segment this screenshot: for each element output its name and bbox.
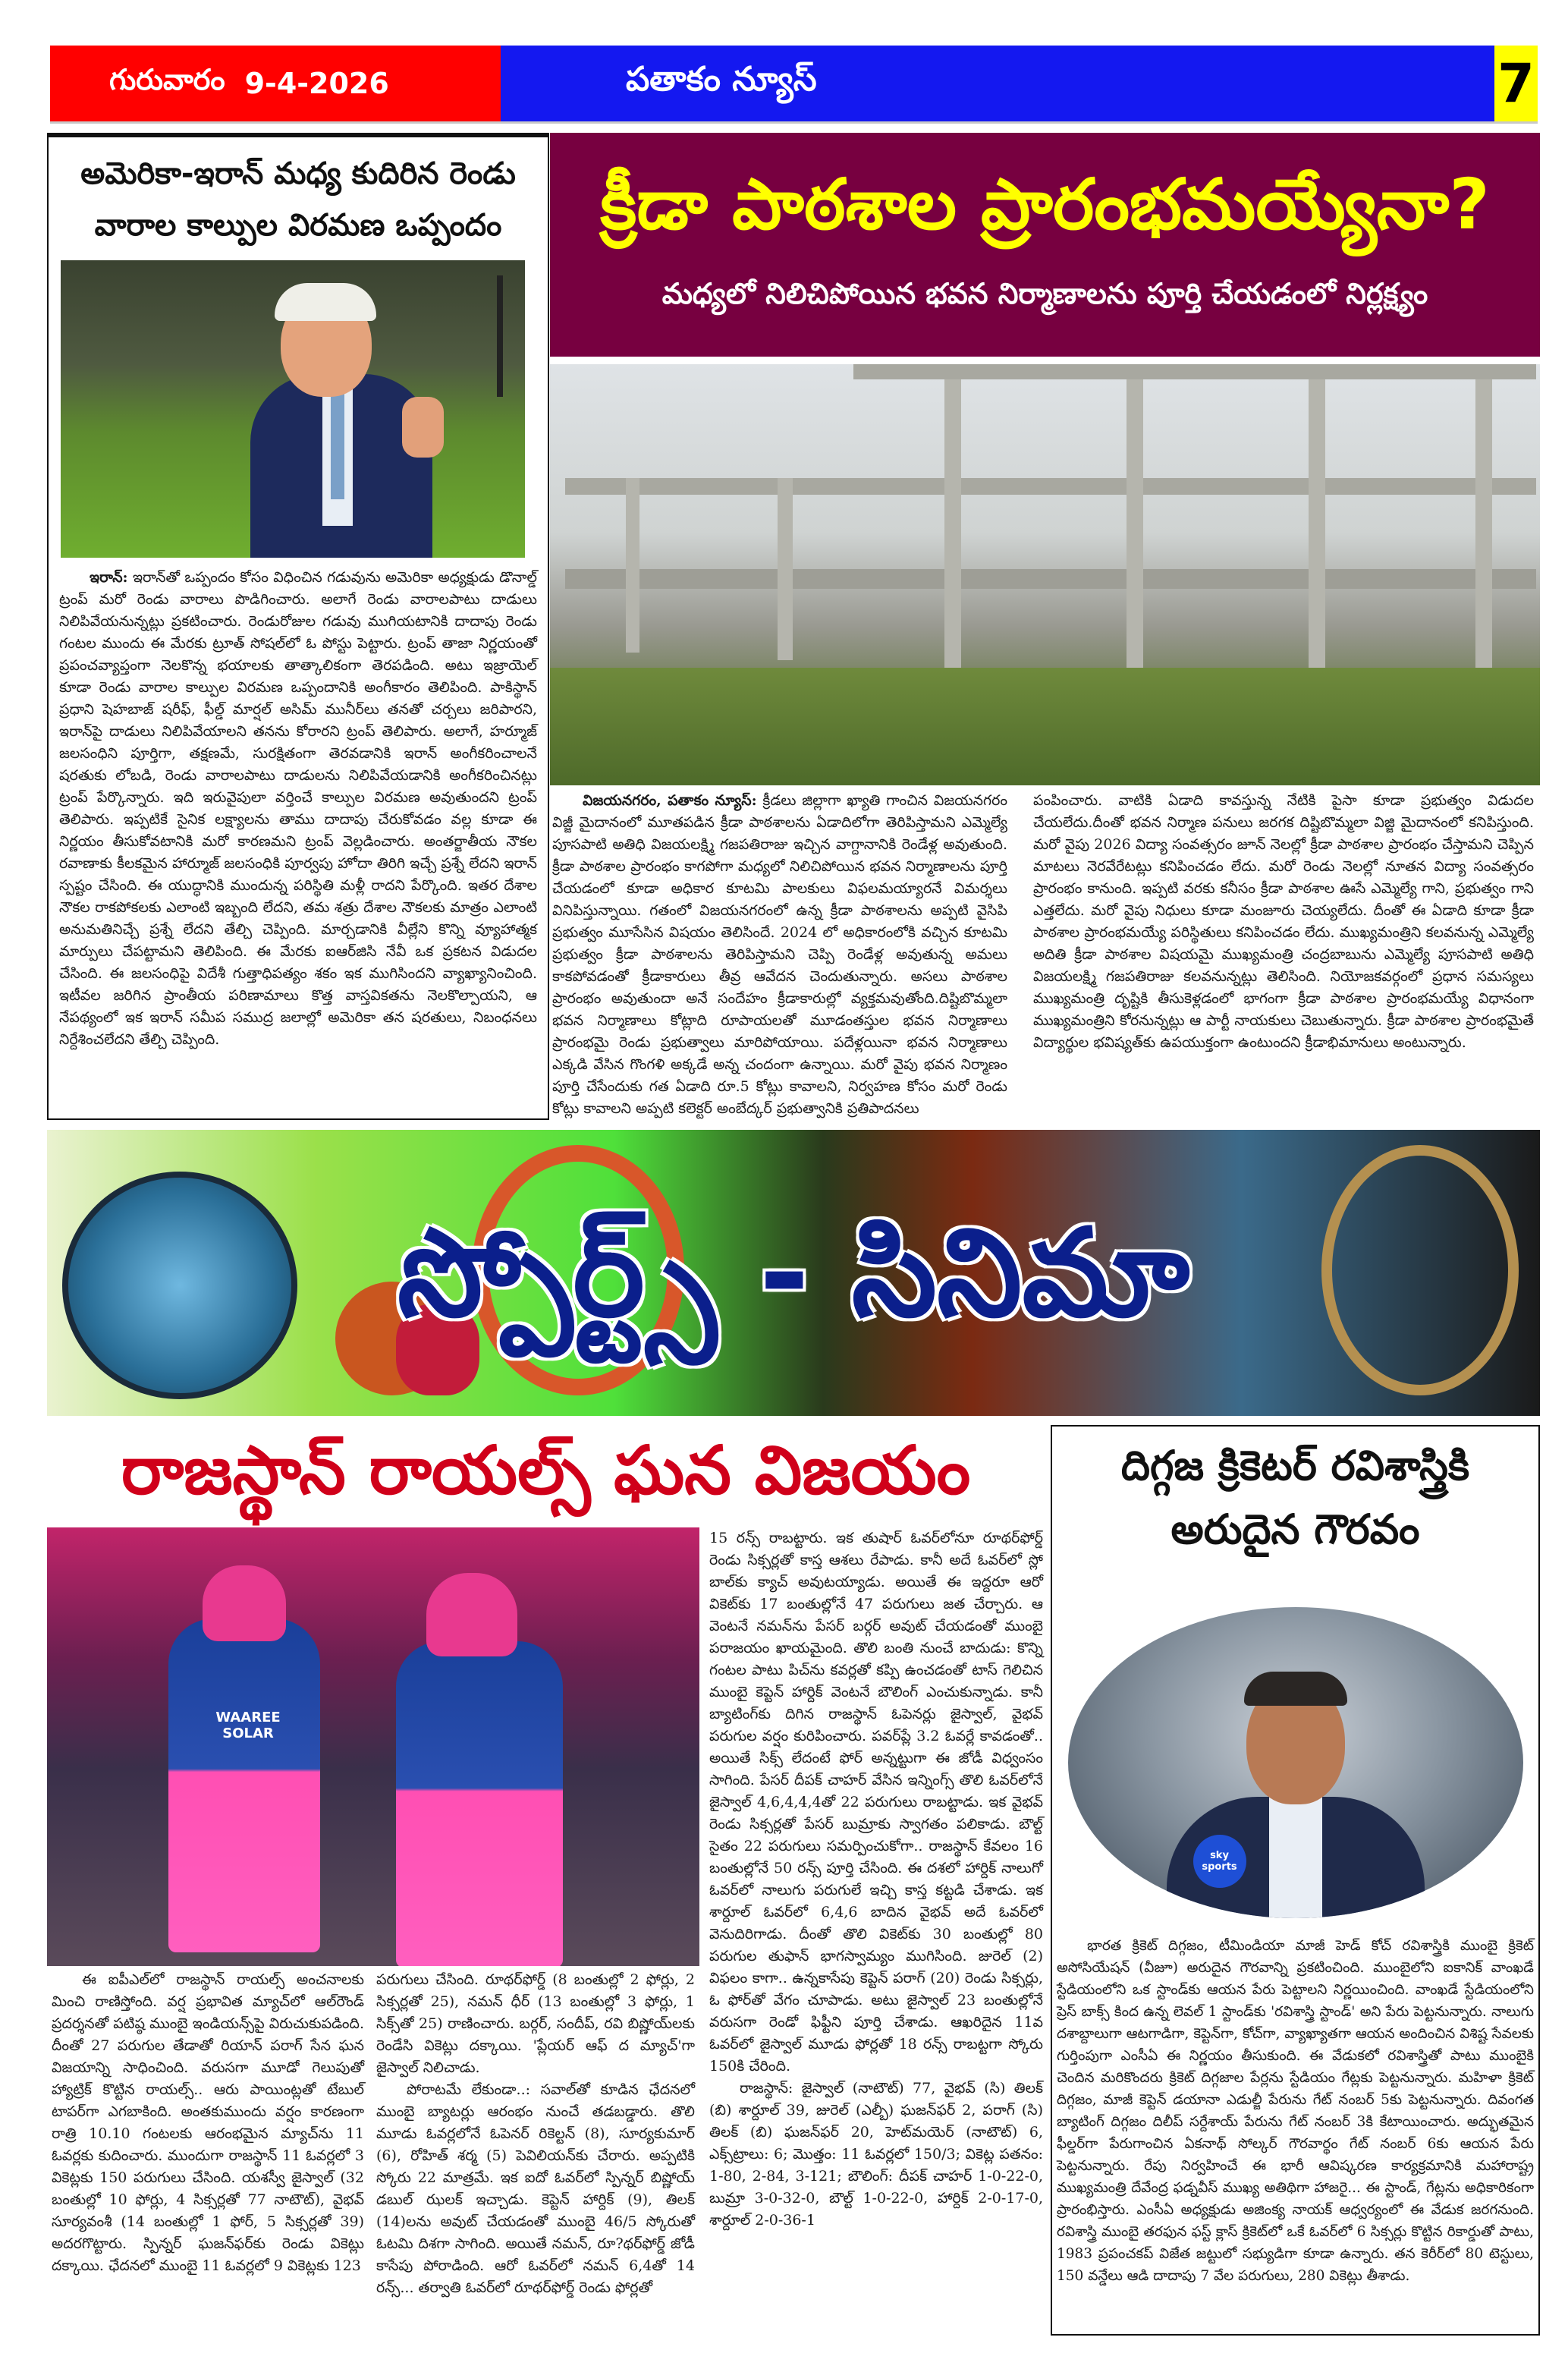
player-left [168,1618,320,1952]
rajasthan-players-photo [47,1527,699,1966]
date-banner [50,46,501,121]
building-slab [565,569,1536,589]
building-column [944,379,961,668]
microphone-icon [1193,1835,1246,1888]
school-article-columns [550,790,1540,1120]
shastri-headline-line2: అరుదైన గౌరవం [1171,1505,1420,1553]
ipl-story-body [47,1527,1045,2299]
ipl-body-col3-p1: 15 రన్స్ రాబట్టారు. ఇక తుషార్ ఓవర్‌లోనూ రూథర్‌ఫోర్డ్ రెండు సిక్సర్లతో కాస్త ఆశలు రేపాడు. కానీ అదే ఓవర్‌లో స్లో బాల్‌కు క్యాచ్ అవుటయ్యాడు. అయితే ఈ ఇద్దరూ ఆరో వికెట్‌కు 17 బంతుల్లోనే 47 పరుగులు జత చేర్చారు. ఆ వెంటనే నమన్‌ను పేసర్ బర్గర్ అవుట్ చేయడంతో ముంబై పరాజయం ఖాయమైంది. తొలి బంతి నుంచే బాదుడు: కొన్ని గంటల పాటు పిచ్‌ను కవర్లతో కప్పి ఉంచడంతో టాస్ గెలిచిన ముంబై కెప్టెన్ హార్దిక్ వెంటనే బౌలింగ్ ఎంచుకున్నాడు. కానీ బ్యాటింగ్‌కు దిగిన రాజస్థాన్ ఓపెనర్లు జైస్వాల్, వైభవ్ పరుగుల వర్షం కురిపించారు. పవర్‌ప్లే 3.2 ఓవర్లే కావడంతో.. అయితే సిక్స్ లేదంటే ఫోర్ అన్నట్టుగా ఈ జోడీ విధ్వంసం సాగింది. పేసర్ దీపక్ చాహర్ వేసిన ఇన్నింగ్స్ తొలి ఓవర్‌లోనే జైస్వాల్ 4,6,4,4,4తో 22 పరుగులు రాబట్టాడు. ఇక వైభవ్ రెండు సిక్సర్లతో పేసర్ బుమ్రాకు స్వాగతం పలికాడు. బౌల్ట్ సైతం 22 పరుగులు సమర్పించుకోగా.. రాజస్థాన్ కేవలం 16 బంతుల్లోనే 50 రన్స్ పూర్తి చేసింది. ఈ దశలో హార్దిక్ నాలుగో ఓవర్‌లో నాలుగు పరుగులే ఇచ్చి కాస్త కట్టడి చేశాడు. ఇక శార్దూల్ ఓవర్‌లో 6,4,6 బాదిన వైభవ్ అదే ఓవర్‌లో వెనుదిరిగాడు. దీంతో తొలి వికెట్‌కు 30 బంతుల్లో 80 పరుగుల తుఫాన్ భాగస్వామ్యం ముగిసింది. జురెల్ (2) విఫలం కాగా.. ఉన్నకాసేపు కెప్టెన్ పరాగ్ (20) రెండు సిక్సర్లు, ఓ ఫోర్‌తో వేగం చూపాడు. అటు జైస్వాల్ 23 బంతుల్లోనే వరుసగా రెండో ఫిఫ్టీని పూర్తి చేశాడు. ఆఖరిదైన 11వ ఓవర్‌లో జైస్వాల్ మూడు ఫోర్లతో 18 రన్స్ రాబట్టగా స్కోరు 150కి చేరింది. [709,1530,1043,2075]
school-body-col2: పంపించారు. వాటికి ఏడాది కావస్తున్న నేటికి పైసా కూడా ప్రభుత్వం విడుదల చేయలేదు.దీంతో భవన నిర్మాణ పనులు జరగక దిష్టిబొమ్మలా విజ్జి మైదానంలో కనిపిస్తుంది. మరో వైపు 2026 విద్యా సంవత్సరం జూన్ నెలల్లో క్రీడా పాఠశాల ప్రారంభం చేస్తామని చెప్పిన మాటలు నెరవేరేటట్లు కనిపించడం లేదు. మరో రెండు నెలల్లో నూతన విద్యా సంవత్సరం ప్రారంభం కానుంది. ఇప్పటి వరకు కనీసం క్రీడా పాఠశాల ఊసే ఎమ్మెల్యే గాని, ప్రభుత్వం గాని ఎత్తలేదు. మరో వైపు నిధులు కూడా మంజూరు చెయ్యలేదు. దీంతో ఈ ఏడాది కూడా క్రీడా పాఠశాల ప్రారంభమయ్యే పరిస్థితులు కనిపించడం లేదు. ముఖ్యమంత్రిని కలవనున్న ఎమ్మెల్యే అదితి క్రీడా పాఠశాల విషయమై ముఖ్యమంత్రి చంద్రబాబును ఎమ్మెల్యే పూసపాటి అతిధి విజయలక్ష్మి గజపతిరాజు కలవనున్నట్లు తెలిసింది. నియోజకవర్గంలో ప్రధాన సమస్యలు ముఖ్యమంత్రి దృష్టికి తీసుకెళ్లడంలో భాగంగా క్రీడా పాఠశాల ప్రారంభమయ్యే విధానంగా ముఖ్యమంత్రిని కోరనున్నట్లు ఆ పార్టీ నాయకులు చెబుతున్నారు. క్రీడా పాఠశాల ప్రారంభమైతే విద్యార్థుల భవిష్యత్‌కు ఉపయుక్తంగా ఉంటుందని క్రీడాభిమానులు అంటున్నారు. [1033,792,1534,1051]
school-dateline: విజయనగరం, పతాకం న్యూస్: [583,792,757,809]
ipl-lower-columns [47,1969,699,2299]
helmet-left [203,1565,286,1641]
ipl-headline: రాజస్థాన్ రాయల్స్ ఘన విజయం [121,1431,971,1509]
player-right [396,1641,563,1966]
ravi-shastri-photo [1068,1607,1523,1918]
bottom-row [47,1425,1540,2336]
school-subheadline: మధ్యలో నిలిచిపోయిన భవన నిర్మాణాలను పూర్తి చేయడంలో నిర్లక్ష్యం [661,277,1428,310]
shastri-story-frame [1051,1425,1540,2336]
newspaper-name: పతాకం న్యూస్ [626,60,817,99]
iran-story-frame [47,133,549,1120]
ipl-body-col1: ఈ ఐపీఎల్‌లో రాజస్థాన్ రాయల్స్ అంచనాలకు మించి రాణిస్తోంది. వర్ష ప్రభావిత మ్యాచ్‌లో ఆల్‌రౌండ్ ప్రదర్శనతో పటిష్ఠ ముంబై ఇండియన్స్‌పై విరుచుకుపడింది. దీంతో 27 పరుగుల తేడాతో రియాన్ పరాగ్ సేన ఘన విజయాన్ని సాధించింది. వరుసగా మూడో గెలుపుతో హ్యాట్రిక్ కొట్టిన రాయల్స్.. ఆరు పాయింట్లతో టేబుల్ టాపర్‌గా ఎగబాకింది. అంతకుముందు వర్షం కారణంగా రాత్రి 10.10 గంటలకు ఆరంభమైన మ్యాచ్‌ను 11 ఓవర్లకు కుదించారు. ముందుగా రాజస్థాన్ 11 ఓవర్లలో 3 వికెట్లకు 150 పరుగులు చేసింది. యశస్వీ జైస్వాల్ (32 బంతుల్లో 10 ఫోర్లు, 4 సిక్సర్లతో 77 నాటౌట్), వైభవ్ సూర్యవంశీ (14 బంతుల్లో 1 ఫోర్, 5 సిక్సర్లతో 39) అదరగొట్టారు. స్పిన్నర్ ఘజన్‌ఫర్‌కు రెండు వికెట్లు దక్కాయి. ఛేదనలో ముంబై 11 ఓవర్లలో 9 వికెట్లకు 123 [52,1971,364,2274]
weekday: గురువారం [109,63,225,96]
building-column [1309,379,1325,668]
top-row [47,133,1540,1120]
shirt [1269,1797,1322,1918]
ipl-body-col2-p1: పరుగులు చేసింది. రూథర్‌ఫోర్డ్ (8 బంతుల్లో 2 ఫోర్లు, 2 సిక్సర్లతో 25), నమన్ ధీర్ (13 బంతుల్లో 3 ఫోర్లు, 1 సిక్స్‌తో 25) రాణించారు. బర్గర్, సందీప్, రవి బిష్ణోయ్‌లకు రెండేసి వికెట్లు దక్కాయి. 'ప్లేయర్ ఆఫ్ ద మ్యాచ్'గా జైస్వాల్ నిలిచాడు. [376,1971,695,2076]
ipl-scorecard: రాజస్థాన్: జైస్వాల్ (నాటౌట్) 77, వైభవ్ (సి) తిలక్ (బి) శార్దూల్ 39, జురెల్ (ఎల్బీ) ఘజన్‌ఫర్ 2, పరాగ్ (సి) తిలక్ (బి) ఘజన్‌ఫర్ 20, హెట్‌మయెర్ (నాటౌట్) 6, ఎక్స్‌ట్రాలు: 6; మొత్తం: 11 ఓవర్లలో 150/3; వికెట్ల పతనం: 1-80, 2-84, 3-121; బౌలింగ్: దీపక్ చాహర్ 1-0-22-0, బుమ్రా 3-0-32-0, బౌల్ట్ 1-0-22-0, హార్దిక్ 2-0-17-0, శార్దూల్ 2-0-36-1 [709,2080,1043,2229]
building-slab [565,478,1536,495]
building-column [778,478,793,660]
jersey-sponsor: WAAREE SOLAR [215,1710,281,1741]
unfinished-building-photo [550,364,1540,785]
building-column [626,478,639,653]
masthead [501,46,1494,121]
school-article-col2 [1033,790,1534,1120]
ipl-body-col2-p2: పోరాటమే లేకుండా..: సవాల్‌తో కూడిన ఛేదనలో ముంబై బ్యాటర్లు ఆరంభం నుంచే తడబడ్డారు. తొలి మూడు ఓవర్లలోనే ఓపెనర్ రికెల్టన్ (8), సూర్యకుమార్ (6), రోహిత్ శర్మ (5) పెవిలియన్‌కు చేరారు. అప్పటికి స్కోరు 22 మాత్రమే. ఇక ఐదో ఓవర్‌లో స్పిన్నర్ బిష్ణోయ్ డబుల్ ఝలక్ ఇచ్చాడు. కెప్టెన్ హార్దిక్ (9), తిలక్ (14)లను అవుట్ చేయడంతో ముంబై 46/5 స్కోరుతో ఓటమి దిశగా సాగింది. అయితే నమన్, రూ?థర్‌ఫోర్డ్ జోడీ కాసేపు పోరాడింది. ఆరో ఓవర్‌లో నమన్ 6,4తో 14 రన్స్... తర్వాతి ఓవర్‌లో రూథర్‌ఫోర్డ్ రెండు ఫోర్లతో [376,2081,695,2296]
ipl-story [47,1425,1045,2299]
ipl-article-col2 [376,1969,695,2299]
header [50,46,1540,121]
iran-headline-line1: అమెరికా-ఇరాన్ మధ్య కుదిరిన రెండు [80,156,516,191]
iran-body-text: ఇరాన్‌తో ఒప్పందం కోసం విధించిన గడువును అమెరికా అధ్యక్షుడు డొనాల్డ్ ట్రంప్ మరో రెండు వారాలు పొడిగించారు. అలాగే రెండు వారాలపాటు దాడులు నిలిపివేయనున్నట్లు ప్రకటించారు. రెండురోజుల గడువు ముగియటానికి దాదాపు రెండు గంటల ముందు ఈ మేరకు ట్రూత్ సోషల్‌లో ఓ పోస్టు పెట్టారు. ట్రంప్ తాజా నిర్ణయంతో ప్రపంచవ్యాప్తంగా నెలకొన్న భయాలకు తాత్కాలికంగా తెరపడింది. అటు ఇజ్రాయెల్ కూడా రెండు వారాల కాల్పుల విరమణ ఒప్పందానికి అంగీకారం తెలిపింది. పాకిస్థాన్ ప్రధాని షెహబాజ్ షరీఫ్, ఫీల్డ్ మార్షల్ అసిమ్ మునీర్‌లు తనతో చర్చలు జరిపారని, ఇరాన్‌పై దాడులు నిలిపివేయాలని తనను కోరారని ట్రంప్ తెలిపారు. అలాగే, హర్మూజ్ జలసంధిని పూర్తిగా, తక్షణమే, సురక్షితంగా తెరవడానికి ఇరాన్ అంగీకరించాలనే షరతుకు లోబడి, రెండు వారాలపాటు దాడులను నిలిపివేయడానికి అంగీకరించినట్లు ట్రంప్ పేర్కొన్నారు. ఇది ఇరువైపులా వర్తించే కాల్పుల విరమణ అవుతుందని ట్రంప్ తెలిపారు. ఇప్పటికే సైనిక లక్ష్యాలను తాము దాదాపు చేరుకోవడం వల్ల కూడా ఈ నిర్ణయం తీసుకోవటానికి మరో కారణమని ట్రంప్ వెల్లడించారు. అంతర్జాతీయ నౌకల రవాణాకు కీలకమైన హార్మూజ్ జలసంధికి పూర్వపు హోదా తిరిగి ఇచ్చే ప్రశ్నే లేదని ఇరాన్ స్పష్టం చేసింది. ఈ యుద్ధానికి ముందున్న పరిస్థితి మళ్లీ రాదని పేర్కొంది. ఇతర దేశాల నౌకల రాకపోకలకు ఎలాంటి ఇబ్బంది లేదని, తమ శత్రు దేశాల నౌకలకు మాత్రం ఎలాంటి అనుమతినిచ్చే ప్రశ్నే లేదని తేల్చి చెప్పింది. మార్చడానికి వీల్లేని కొన్ని వ్యూహాత్మక మార్పులు చేపట్టామని తెలిపింది. ఈ మేరకు ఐఆర్‌జిసి నేవీ ఒక ప్రకటన విడుదల చేసింది. ఈ జలసంధిపై విదేశీ గుత్తాధిపత్యం శకం ఇక ముగిసిందని వ్యాఖ్యానించింది. ఇటీవల జరిగిన ప్రాంతీయ పరిణామాలు కొత్త వాస్తవికతను నెలకొల్పాయని, ఆ నేపథ్యంలో ఇక ఇరాన్ సమీప సముద్ర జలాల్లో అమెరికా తన షరతులు, నిబంధనలు నిర్దేశించలేదని తేల్చి చెప్పింది. [59,569,537,1048]
vegetation [550,668,1540,785]
shastri-headline-line1: దిగ్గజ క్రికెటర్ రవిశాస్త్రికి [1120,1442,1470,1489]
trump-photo [61,260,525,558]
hand-gesture [402,397,444,458]
ipl-article-col3 [709,1527,1043,2232]
mic-label: sky sports [1202,1850,1237,1873]
iran-dateline: ఇరాన్: [90,569,128,586]
school-headline-panel [550,133,1540,357]
issue-date: 9-4-2026 [244,67,389,100]
shastri-article-body [1057,1935,1534,2287]
school-story [550,133,1540,1120]
ipl-article-col1 [52,1969,364,2299]
iran-article-body [56,567,540,1051]
iran-headline-line2: వారాల కాల్పుల విరమణ ఒప్పందం [94,208,502,243]
ipl-left-block [47,1527,699,2299]
banner-title: స్పోర్ట్స్ - సినిమా [397,1202,1190,1344]
shastri-body-text: భారత క్రికెట్ దిగ్గజం, టీమిండియా మాజీ హెడ్ కోచ్ రవిశాస్త్రికి ముంబై క్రికెట్ అసోసియేషన్ (వీజూ) అరుదైన గౌరవాన్ని ప్రకటించింది. ముంబైలోని ఐకానిక్ వాంఖడే స్టేడియంలోని ఒక స్టాండ్‌కు ఆయన పేరు పెట్టాలని నిర్ణయించింది. వాంఖడే స్టేడియంలోని ప్రెస్ బాక్స్ కింద ఉన్న లెవల్ 1 స్టాండ్‌కు 'రవిశాస్త్రి స్టాండ్' అని పేరు పెట్టనున్నారు. నాలుగు దశాబ్దాలుగా ఆటగాడిగా, కెప్టెన్‌గా, కోచ్‌గా, వ్యాఖ్యాతగా ఆయన అందించిన విశిష్ట సేవలకు గుర్తింపుగా ఎంసీఏ ఈ నిర్ణయం తీసుకుంది. ఈ వేడుకలో రవిశాస్త్రితో పాటు ముంబైకి చెందిన మరికొందరు క్రికెట్ దిగ్గజాల పేర్లను స్టేడియం గేట్లకు పెట్టనున్నారు. మహిళా క్రికెట్ దిగ్గజం, మాజీ కెప్టెన్ డయానా ఎడుల్జీ పేరును గేట్ నంబర్ 5కు పెట్టనున్నారు. దివంగత బ్యాటింగ్ దిగ్గజం దిలీప్ సర్దేశాయ్ పేరును గేట్ నంబర్ 3కి కేటాయించారు. అద్భుతమైన ఫీల్డర్‌గా పేరుగాంచిన ఏకనాథ్ సోల్కర్ గౌరవార్థం గేట్ నంబర్ 6కు ఆయన పేరు పెట్టనున్నారు. రేపు నిర్వహించే ఈ భారీ ఆవిష్కరణ కార్యక్రమానికి మహారాష్ట్ర ముఖ్యమంత్రి దేవేంద్ర ఫడ్నవీస్ ముఖ్య అతిథిగా హాజరై... ఈ స్టాండ్, గేట్లను అధికారికంగా ప్రారంభిస్తారు. ఎంసీఏ అధ్యక్షుడు అజింక్య నాయక్ ఆధ్వర్యంలో ఈ వేడుక జరగనుంది. రవిశాస్త్రి ముంబై తరఫున ఫస్ట్ క్లాస్ క్రికెట్‌లో ఒకే ఓవర్‌లో 6 సిక్సర్లు కొట్టిన రికార్డుతో పాటు, 1983 ప్రపంచకప్ విజేత జట్టులో సభ్యుడిగా కూడా ఉన్నారు. తన కెరీర్‌లో 80 టెస్టులు, 150 వన్డేలు ఆడి దాదాపు 7 వేల పరుగులు, 280 వికెట్లు తీశాడు. [1057,1938,1534,2284]
helmet-right [426,1573,517,1656]
hair [1244,1672,1347,1706]
school-article-col1 [552,790,1007,1120]
hair [275,283,376,321]
tie [331,385,344,499]
iran-headline [56,148,540,251]
sports-cinema-banner [47,1130,1540,1416]
building-slab [853,364,1536,379]
building-column [1475,379,1492,668]
school-headline: క్రీడా పాఠశాల ప్రారంభమయ్యేనా? [600,164,1490,245]
header-divider [50,121,1538,124]
shastri-headline [1057,1434,1534,1562]
school-body-col1: క్రీడలు జిల్లాగా ఖ్యాతి గాంచిన విజయనగరం విజ్జీ మైదానంలో మూతపడిన క్రీడా పాఠశాలను ఏడాదిలోగా తెరిపిస్తామని ఎమ్మెల్యే పూసపాటి అతిధి విజయలక్ష్మి గజపతిరాజు ఇచ్చిన వాగ్దానానికి రెండేళ్ల అవుతుంది. క్రీడా పాఠశాల ప్రారంభం కాగపోగా మధ్యలో నిలిచిపోయిన భవన నిర్మాణాలను పూర్తి చేయడంలో కూడా అధికార కూటమి పాలకులు విఫలమయ్యారనే విమర్శలు వినిపిస్తున్నాయి. గతంలో విజయనగరంలో ఉన్న క్రీడా పాఠశాలను అప్పటి వైసిపి ప్రభుత్వం మూసేసిన విషయం తెలిసిందే. 2024 లో అధికారంలోకి వచ్చిన కూటమి ప్రభుత్వం క్రీడా పాఠశాలను తెరిపిస్తామని చెప్పి రెండేళ్ల అవుతున్న అమలు కాకపోవడంతో క్రీడాకారులు తీవ్ర ఆవేదన చెందుతున్నారు. అసలు పాఠశాల ప్రారంభం అవుతుందా అనే సందేహం క్రీడాకారుల్లో వ్యక్తమవుతోంది.దిష్టిబొమ్మలా భవన నిర్మాణాలు కోట్లాది రూపాయలతో మూడంతస్తుల భవన నిర్మాణాలు ప్రారంభమై రెండు ప్రభుత్వాలు మారిపోయాయి. పదేళ్లయినా భవన నిర్మాణాలు ఎక్కడి వేసిన గొంగళి అక్కడే అన్న చందంగా ఉన్నాయి. మరో వైపు భవన నిర్మాణం పూర్తి చేసేందుకు గత ఏడాది రూ.5 కోట్లు కావాలని, నిర్వహణ కోసం మరో రెండు కోట్లు కావాలని అప్పటి కలెక్టర్ అంబేద్కర్ ప్రభుత్వానికి ప్రతిపాదనలు [552,792,1007,1117]
building-column [1127,379,1143,668]
lamp-post [497,275,503,397]
page-number: 7 [1494,46,1538,121]
